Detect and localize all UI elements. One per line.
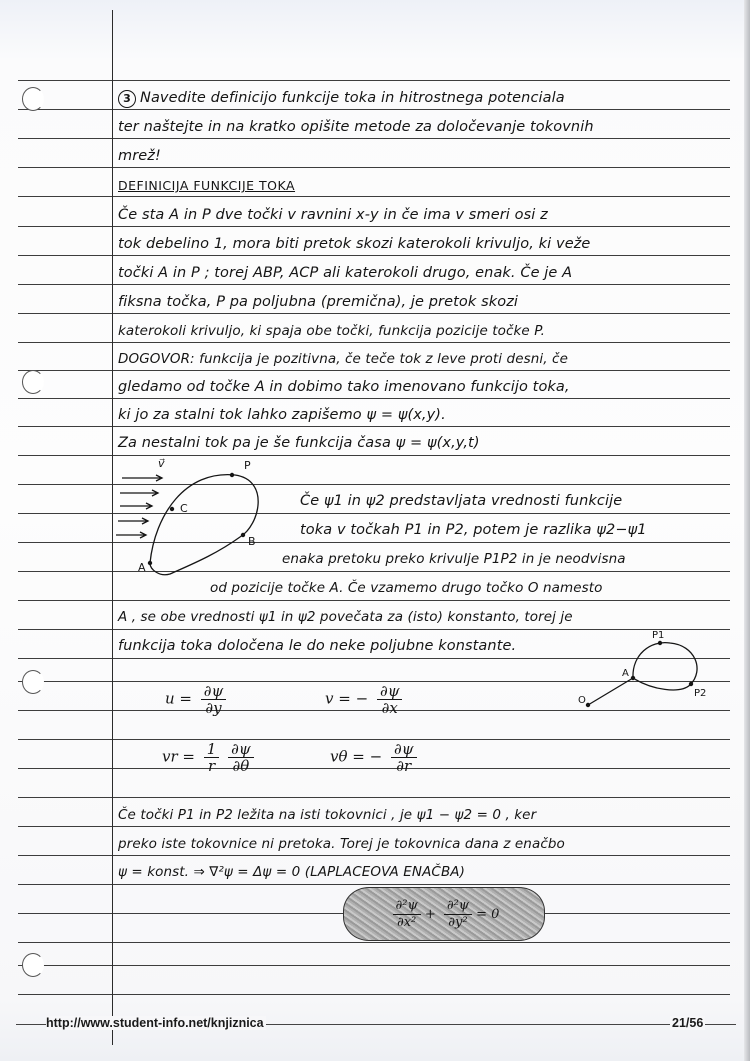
paragraph-line: A , se obe vrednosti ψ1 in ψ2 povečata za (isto) konstanto, torej je — [118, 609, 573, 625]
paragraph-line: funkcija toka določena le do neke poljubne konstante. — [118, 638, 517, 654]
question-line: ter naštejte in na kratko opišite metode za določevanje tokovnih — [118, 119, 594, 135]
paragraph-line: Če točki P1 in P2 ležita na isti tokovnici , je ψ1 − ψ2 = 0 , ker — [118, 807, 537, 823]
body-line: katerokoli krivuljo, ki spaja obe točki, funkcija pozicije točke P. — [118, 323, 545, 339]
question-line: mrež! — [118, 148, 161, 164]
laplace-equation: $\frac{\text{∂²ψ}}{\text{∂x²}}$ + $\frac{\text{∂²ψ}}{\text{∂y²}}$ = 0 — [389, 898, 500, 931]
footer-url: http://www.student-info.net/knjiznica — [46, 1016, 264, 1030]
binder-hole — [22, 953, 44, 977]
point-a-label: A — [622, 668, 629, 679]
paragraph-line: enaka pretoku preko krivulje P1P2 in je neodvisna — [282, 551, 626, 567]
paragraph-line: toka v točkah P1 in P2, potem je razlika ψ2−ψ1 — [300, 522, 647, 538]
point-o-label: O — [578, 695, 586, 706]
point-o-diagram — [570, 630, 710, 720]
section-heading: DEFINICIJA FUNKCIJE TOKA — [118, 178, 296, 193]
highlighted-laplace-equation — [343, 887, 545, 941]
point-b-label: B — [248, 535, 256, 548]
body-line: tok debelino 1, mora biti pretok skozi katerokoli krivuljo, ki veže — [118, 236, 591, 252]
body-line: točki A in P ; torej ABP, ACP ali katerokoli drugo, enak. Če je A — [118, 265, 573, 281]
body-line: Za nestalni tok pa je še funkcija časa ψ = ψ(x,y,t) — [118, 435, 480, 451]
equation-v: v = − $\frac{\partial\psi}{\partial x}$ — [325, 683, 402, 716]
binder-hole — [22, 670, 44, 694]
equation-vr: vr = $\frac{1}{r}$ $\frac{\partial\psi}{\partial\theta}$ — [162, 741, 254, 774]
binder-hole — [22, 370, 44, 394]
paragraph-line: od pozicije točke A. Če vzamemo drugo točko O namesto — [210, 580, 603, 596]
streamline-diagram — [110, 455, 280, 585]
binder-hole — [22, 87, 44, 111]
paragraph-line: Če ψ1 in ψ2 predstavljata vrednosti funkcije — [300, 493, 623, 509]
point-p2-label: P2 — [694, 688, 707, 699]
point-p1-label: P1 — [652, 630, 665, 641]
page-edge-shadow — [744, 0, 750, 1061]
point-p-label: P — [244, 459, 251, 472]
velocity-label: v⃗ — [158, 457, 165, 470]
question-line: 3 Navedite definicijo funkcije toka in hitrostnega potenciala — [118, 88, 565, 108]
body-line: ki jo za stalni tok lahko zapišemo ψ = ψ(x,y). — [118, 407, 446, 423]
point-c-label: C — [180, 502, 188, 515]
paragraph-line: preko iste tokovnice ni pretoka. Torej je tokovnica dana z enačbo — [118, 836, 565, 852]
point-a-label: A — [138, 561, 146, 574]
body-line: Če sta A in P dve točki v ravnini x-y in če ima v smeri osi z — [118, 207, 548, 223]
question-number-badge: 3 — [118, 90, 136, 108]
body-line: gledamo od točke A in dobimo tako imenovano funkcijo toka, — [118, 379, 570, 395]
body-line: DOGOVOR: funkcija je pozitivna, če teče tok z leve proti desni, če — [118, 351, 568, 367]
body-line: fiksna točka, P pa poljubna (premična), je pretok skozi — [118, 294, 519, 310]
paragraph-line: ψ = konst. ⇒ ∇²ψ = Δψ = 0 (LAPLACEOVA ENAČBA) — [118, 864, 466, 880]
page-number: 21/56 — [672, 1016, 704, 1030]
equation-vtheta: vθ = − $\frac{\partial\psi}{\partial r}$ — [330, 741, 417, 774]
equation-u: u = $\frac{\partial\psi}{\partial y}$ — [165, 683, 226, 716]
